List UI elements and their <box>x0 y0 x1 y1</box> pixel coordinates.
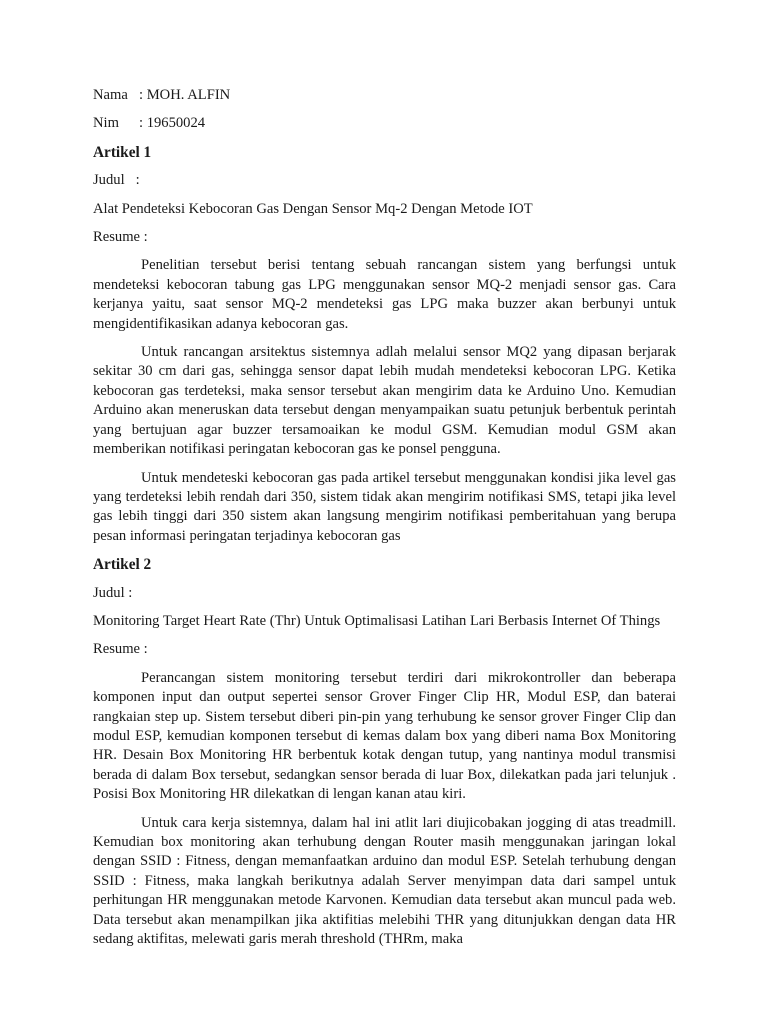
artikel-1-paragraph: Penelitian tersebut berisi tentang sebuah rancangan sistem yang berfungsi untuk mendeteksi kebocoran tabung gas LPG menggunakan sensor MQ-2 menjadi sensor gas. Cara kerjanya yaitu, saat sensor MQ-2 mendeteksi gas LPG maka buzzer akan berbunyi untuk mengidentifikasikan adanya kebocoran gas. <box>93 257 676 332</box>
artikel-2-judul-label: Judul : <box>93 584 133 601</box>
artikel-1-heading: Artikel 1 <box>93 143 152 161</box>
artikel-1-title: Alat Pendeteksi Kebocoran Gas Dengan Sensor Mq-2 Dengan Metode IOT <box>93 200 533 217</box>
nama-label: Nama <box>93 87 128 103</box>
artikel-2-resume-label: Resume : <box>93 641 148 658</box>
artikel-2-paragraph: Perancangan sistem monitoring tersebut terdiri dari mikrokontroller dan beberapa komponen input dan output sepertei sensor Grover Finger Clip HR, Modul ESP, dan baterai rangkaian step up. Sistem tersebut diberi pin-pin yang terhubung ke sensor grover Finger Clip dan modul ESP, kemudian komponen tersebut di kemas dalam box yang diberi nama Box Monitoring HR. Desain Box Monitoring HR berbentuk kotak dengan tutup, yang nantinya modul transmisi berada di dalam Box tersebut, sedangkan sensor berada di luar Box, dilekatkan pada jari telunjuk . Posisi Box Monitoring HR dilekatkan di lengan kanan atau kiri. <box>93 669 676 803</box>
artikel-1-judul-label: Judul : <box>93 172 140 189</box>
nama-field <box>93 86 676 105</box>
nim-label: Nim <box>93 115 119 132</box>
artikel-1-resume-label: Resume : <box>93 229 148 246</box>
artikel-2-paragraph: Untuk cara kerja sistemnya, dalam hal ini atlit lari diujicobakan jogging di atas treadmill. Kemudian box monitoring akan terhubung dengan Router masih menggunakan jaringan lokal dengan SSID : Fitness, dengan memanfaatkan arduino dan modul ESP. Setelah terhubung dengan SSID : Fitness, maka langkah berikutnya adalah Server menyimpan data dari sampel untuk perhitungan HR menggunakan metode Karvonen. Kemudian data tersebut akan muncul pada web. Data tersebut akan menampilkan jika aktifitias melebihi THR yang ditunjukkan dengan data HR sedang aktifitas, melewati garis merah threshold (THRm, maka <box>93 814 676 948</box>
nim-field <box>93 114 676 133</box>
artikel-2-heading: Artikel 2 <box>93 556 152 574</box>
nim-value: : 19650024 <box>139 115 206 132</box>
artikel-2-title: Monitoring Target Heart Rate (Thr) Untuk Optimalisasi Latihan Lari Berbasis Internet Of Things <box>93 612 661 629</box>
nama-value: : MOH. ALFIN <box>139 87 231 103</box>
artikel-1-paragraph: Untuk mendeteski kebocoran gas pada artikel tersebut menggunakan kondisi jika level gas yang terdeteksi lebih rendah dari 350, sistem tidak akan mengirim notifikasi SMS, tetapi jika level gas lebih tinggi dari 350 sistem akan langsung mengirim notifikasi pemberitahuan yang berupa pesan informasi peringatan terjadinya kebocoran gas <box>93 469 676 544</box>
artikel-1-paragraph: Untuk rancangan arsitektus sistemnya adlah melalui sensor MQ2 yang dipasan berjarak sekitar 30 cm dari gas, sehingga sensor dapat lebih mudah mendeteksi kebocoran LPG. Ketika kebocoran gas terdeteksi, maka sensor tersebut akan mengirim data ke Arduino Uno. Kemudian Arduino akan meneruskan data tersebut dengan menyampaikan suatu petunjuk berbentuk perintah yang bertujuan agar buzzer tersamoaikan ke modul GSM. Kemudian modul GSM akan memberikan notifikasi peringatan kebocoran gas ke ponsel pengguna. <box>93 344 676 458</box>
